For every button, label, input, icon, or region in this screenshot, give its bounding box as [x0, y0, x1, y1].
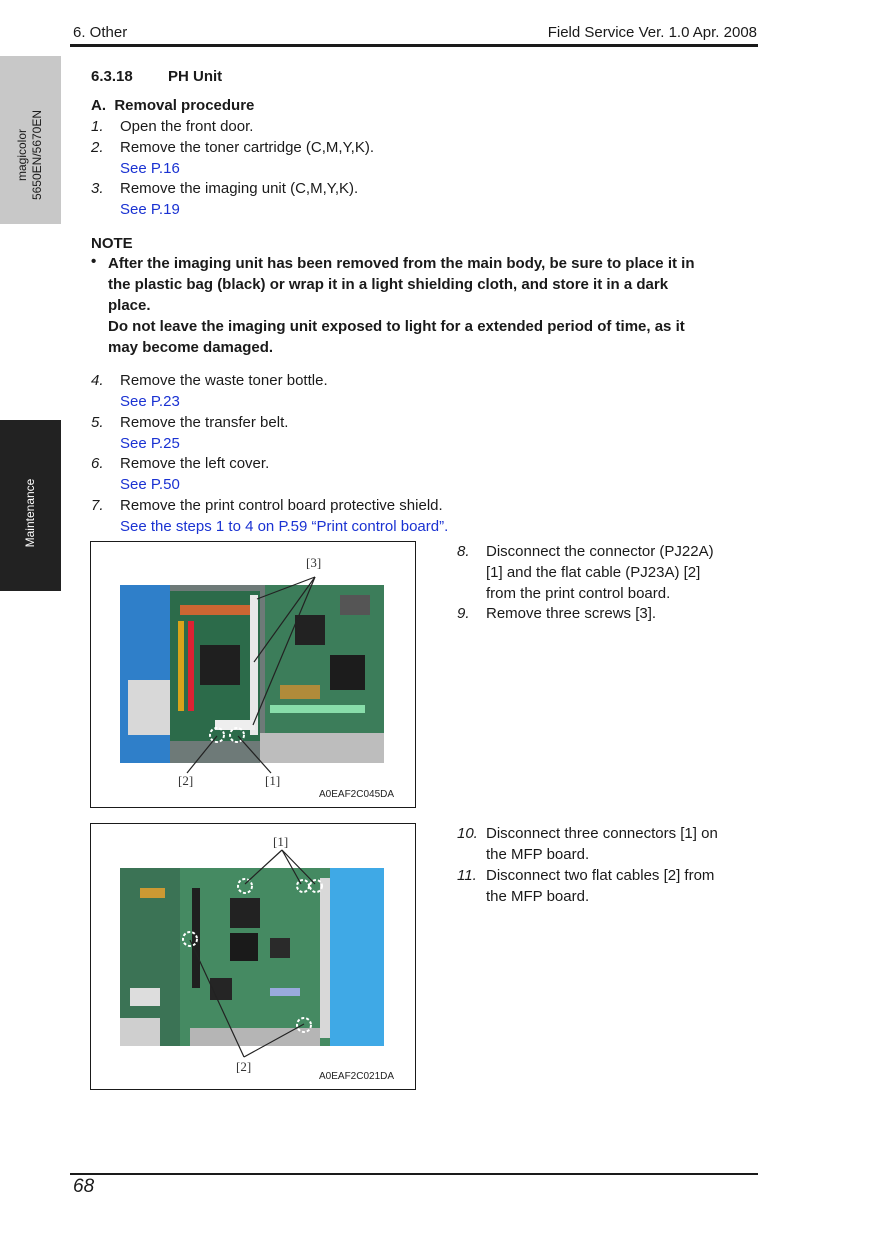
header-version: Field Service Ver. 1.0 Apr. 2008 [547, 24, 757, 41]
figure-print-control-board [90, 541, 416, 808]
step-number: 2. [91, 139, 104, 156]
step-text: Disconnect three connectors [1] on [486, 825, 718, 842]
callout-lines-2 [91, 824, 415, 1089]
step-text: Disconnect the connector (PJ22A) [486, 543, 714, 560]
page-reference-link[interactable]: See P.16 [120, 160, 180, 177]
step-number: 5. [91, 414, 104, 431]
callout-label-2: [2] [178, 773, 194, 788]
step-number: 9. [457, 605, 470, 622]
step-number: 3. [91, 180, 104, 197]
header-rule [70, 44, 758, 47]
note-heading: NOTE [91, 235, 133, 252]
page-reference-link[interactable]: See P.50 [120, 476, 180, 493]
step-text: Remove the transfer belt. [120, 414, 289, 431]
page-reference-link[interactable]: See P.25 [120, 435, 180, 452]
section-side-tab [0, 420, 61, 591]
header-section: 6. Other [73, 24, 128, 41]
step-text: Remove the left cover. [120, 455, 270, 472]
note-line: the plastic bag (black) or wrap it in a light shielding cloth, and store it in a dark [108, 276, 669, 293]
note-line: place. [108, 297, 151, 314]
model-name: magicolor [15, 128, 29, 182]
step-number: 8. [457, 543, 470, 560]
section-number: 6.3.18 [91, 68, 133, 85]
note-line: may become damaged. [108, 339, 274, 356]
step-text: Remove the print control board protective shield. [120, 497, 443, 514]
step-number: 11. [457, 867, 477, 884]
note-bullet: • [91, 253, 97, 270]
section-side-tab-label: Maintenance [23, 478, 37, 548]
step-number: 1. [91, 118, 104, 135]
step-number: 10. [457, 825, 478, 842]
step-number: 7. [91, 497, 104, 514]
note-line: Do not leave the imaging unit exposed to light for a extended period of time, as it [108, 318, 685, 335]
step-text: from the print control board. [486, 585, 671, 602]
footer-rule [70, 1173, 758, 1175]
note-line: After the imaging unit has been removed from the main body, be sure to place it in [108, 255, 695, 272]
step-text: Disconnect two flat cables [2] from [486, 867, 715, 884]
step-text: Remove the toner cartridge (C,M,Y,K). [120, 139, 374, 156]
page-reference-link[interactable]: See P.23 [120, 393, 180, 410]
callout-lines-1 [91, 542, 415, 807]
page-reference-link[interactable]: See P.19 [120, 201, 180, 218]
step-text: Open the front door. [120, 118, 254, 135]
section-title: PH Unit [168, 68, 223, 85]
figure-mfp-board [90, 823, 416, 1090]
callout-label-2: [2] [236, 1059, 252, 1074]
step-text: [1] and the flat cable (PJ23A) [2] [486, 564, 701, 581]
page-reference-link[interactable]: See the steps 1 to 4 on P.59 “Print control board”. [120, 518, 449, 535]
subsection-heading: A. Removal procedure [91, 97, 255, 114]
figure-code: A0EAF2C021DA [319, 1071, 395, 1082]
step-text: the MFP board. [486, 888, 590, 905]
callout-label-3: [3] [306, 555, 322, 570]
callout-label-1: [1] [265, 773, 281, 788]
step-number: 6. [91, 455, 104, 472]
step-text: Remove three screws [3]. [486, 605, 657, 622]
step-text: Remove the imaging unit (C,M,Y,K). [120, 180, 359, 197]
model-side-tab [0, 56, 61, 224]
page-number: 68 [73, 1176, 95, 1197]
model-number: 5650EN/5670EN [30, 109, 44, 201]
step-text: Remove the waste toner bottle. [120, 372, 328, 389]
callout-label-1: [1] [273, 834, 289, 849]
step-number: 4. [91, 372, 104, 389]
figure-code: A0EAF2C045DA [319, 789, 395, 800]
step-text: the MFP board. [486, 846, 590, 863]
